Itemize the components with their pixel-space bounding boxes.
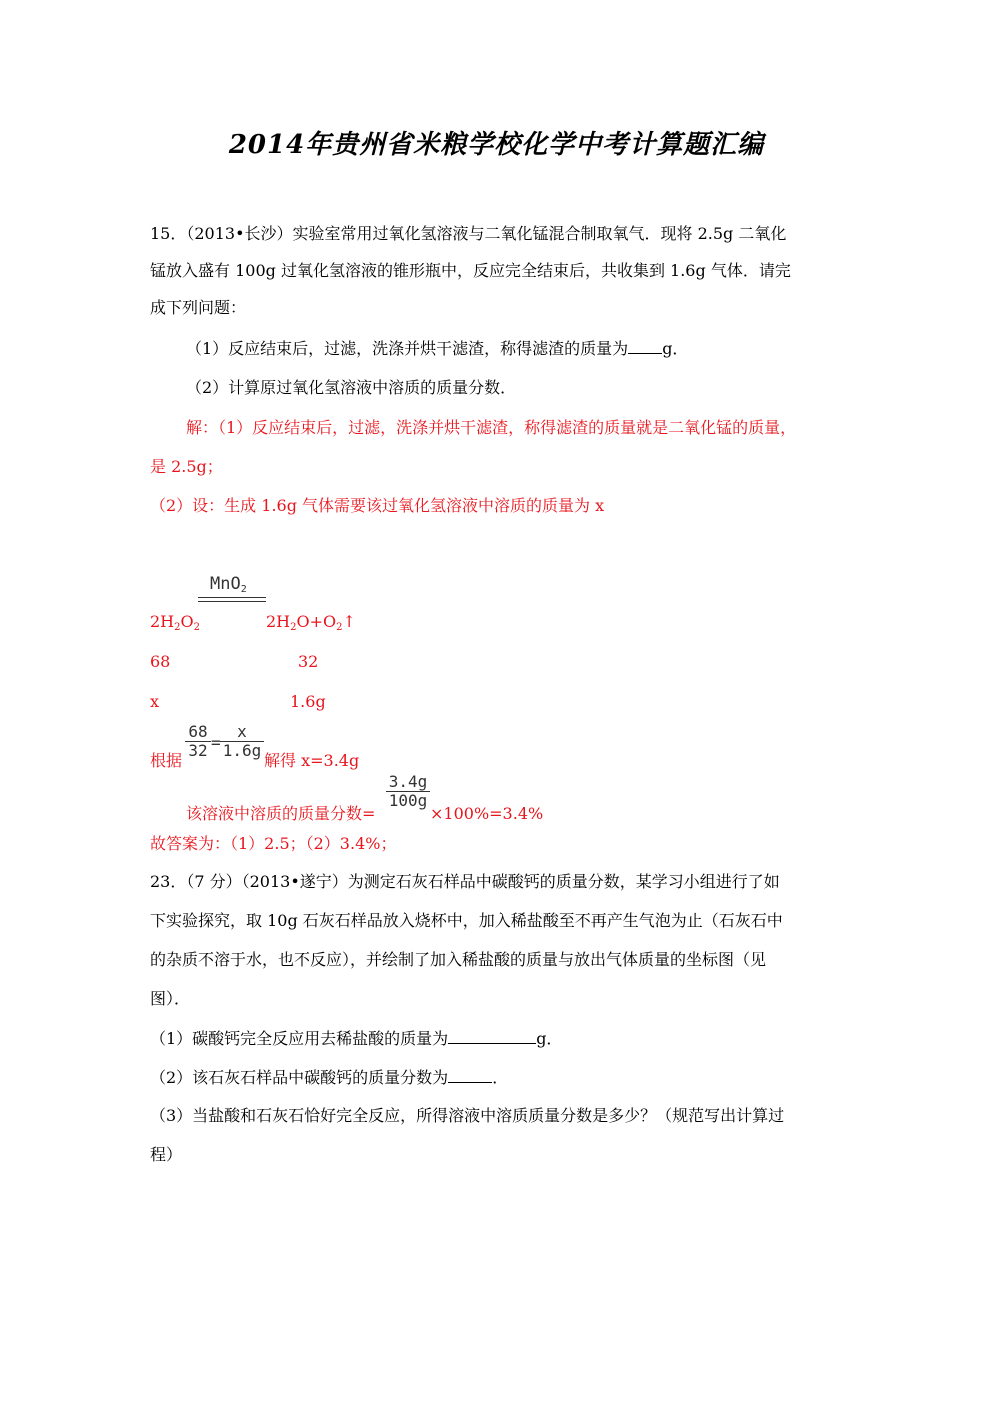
q23-line-1: 23．（7 分）（2013•遂宁）为测定石灰石样品中碳酸钙的质量分数，某学习小组进行了如 — [150, 872, 780, 891]
q15-line-2: 锰放入盛有 100g 过氧化氢溶液的锥形瓶中，反应完全结束后，共收集到 1.6g 气体．请完 — [150, 261, 791, 280]
ratio-prefix: 根据 — [150, 751, 183, 770]
q15-subquestion-1 — [186, 339, 688, 359]
q23-sub2-end: ． — [492, 1068, 509, 1087]
ratio-numerator-left: 68 — [188, 722, 208, 741]
ratio-denominator-left: 32 — [188, 741, 208, 760]
ratio-numerator-right: x — [237, 722, 247, 741]
q15-sub1-text: （1）反应结束后，过滤，洗涤并烘干滤渣，称得滤渣的质量为 — [186, 339, 629, 358]
q23-line-3: 的杂质不溶于水，也不反应），并绘制了加入稀盐酸的质量与放出气体质量的坐标图（见 — [150, 950, 767, 969]
reactant-unknown: x — [150, 692, 160, 711]
q23-line-2: 下实验探究，取 10g 石灰石样品放入烧杯中，加入稀盐酸至不再产生气泡为止（石灰石中 — [150, 911, 783, 930]
q15-line-1: 15．（2013•长沙）实验室常用过氧化氢溶液与二氧化锰混合制取氧气．现将 2.5g 二氧化 — [150, 224, 787, 243]
mass-fraction — [386, 773, 430, 810]
equation-bar-bottom — [198, 601, 266, 602]
q23-sub2-text: （2）该石灰石样品中碳酸钙的质量分数为 — [150, 1068, 449, 1087]
ratio-result: 解得 x=3.4g — [264, 751, 360, 770]
document-title: 2014年贵州省米粮学校化学中考计算题汇编 — [228, 130, 765, 160]
reactant-molar-mass: 68 — [150, 652, 171, 671]
solution-line-3: （2）设：生成 1.6g 气体需要该过氧化氢溶液中溶质的质量为 x — [150, 496, 605, 515]
ratio-equals: = — [211, 733, 221, 752]
catalyst-label: MnO$_2$ — [210, 574, 247, 595]
answer-blank[interactable] — [628, 339, 662, 354]
solution-line-2: 是 2.5g； — [150, 457, 223, 476]
q23-subquestion-3-line-1: （3）当盐酸和石灰石恰好完全反应，所得溶液中溶质质量分数是多少？（规范写出计算过 — [150, 1106, 785, 1125]
product-mass: 1.6g — [290, 692, 326, 711]
mass-fraction-result: ×100%=3.4% — [430, 804, 544, 823]
ratio-denominator-right: 1.6g — [222, 741, 262, 760]
q23-sub1-text: （1）碳酸钙完全反应用去稀盐酸的质量为 — [150, 1029, 449, 1048]
q23-subquestion-3-line-2: 程） — [150, 1145, 183, 1164]
answer-blank[interactable] — [448, 1068, 492, 1083]
q23-line-4: 图）． — [150, 989, 191, 1008]
q23-subquestion-1 — [150, 1029, 562, 1049]
q15-sub1-unit: g． — [662, 339, 689, 358]
solution-line-1: 解：（1）反应结束后，过滤，洗涤并烘干滤渣，称得滤渣的质量就是二氧化锰的质量， — [186, 418, 797, 437]
answer-blank[interactable] — [448, 1029, 536, 1044]
q15-line-3: 成下列问题： — [150, 298, 247, 317]
q23-sub1-unit: g． — [536, 1029, 563, 1048]
mass-fraction-denominator: 100g — [388, 791, 428, 810]
answer-summary: 故答案为：（1）2.5；（2）3.4%； — [150, 834, 397, 853]
ratio-fraction-left — [185, 723, 211, 760]
ratio-fraction-right — [220, 723, 264, 760]
product-molar-mass: 32 — [298, 652, 319, 671]
equation-bar-top — [198, 597, 266, 598]
q23-subquestion-2 — [150, 1068, 508, 1088]
mass-fraction-prefix: 该溶液中溶质的质量分数= — [186, 804, 376, 823]
product-formula: $2H_2O+O_2↑$ — [266, 612, 356, 633]
q15-subquestion-2: （2）计算原过氧化氢溶液中溶质的质量分数． — [186, 378, 517, 397]
reactant-formula: $2H_2O_2$ — [150, 612, 201, 633]
mass-fraction-numerator: 3.4g — [388, 772, 428, 791]
